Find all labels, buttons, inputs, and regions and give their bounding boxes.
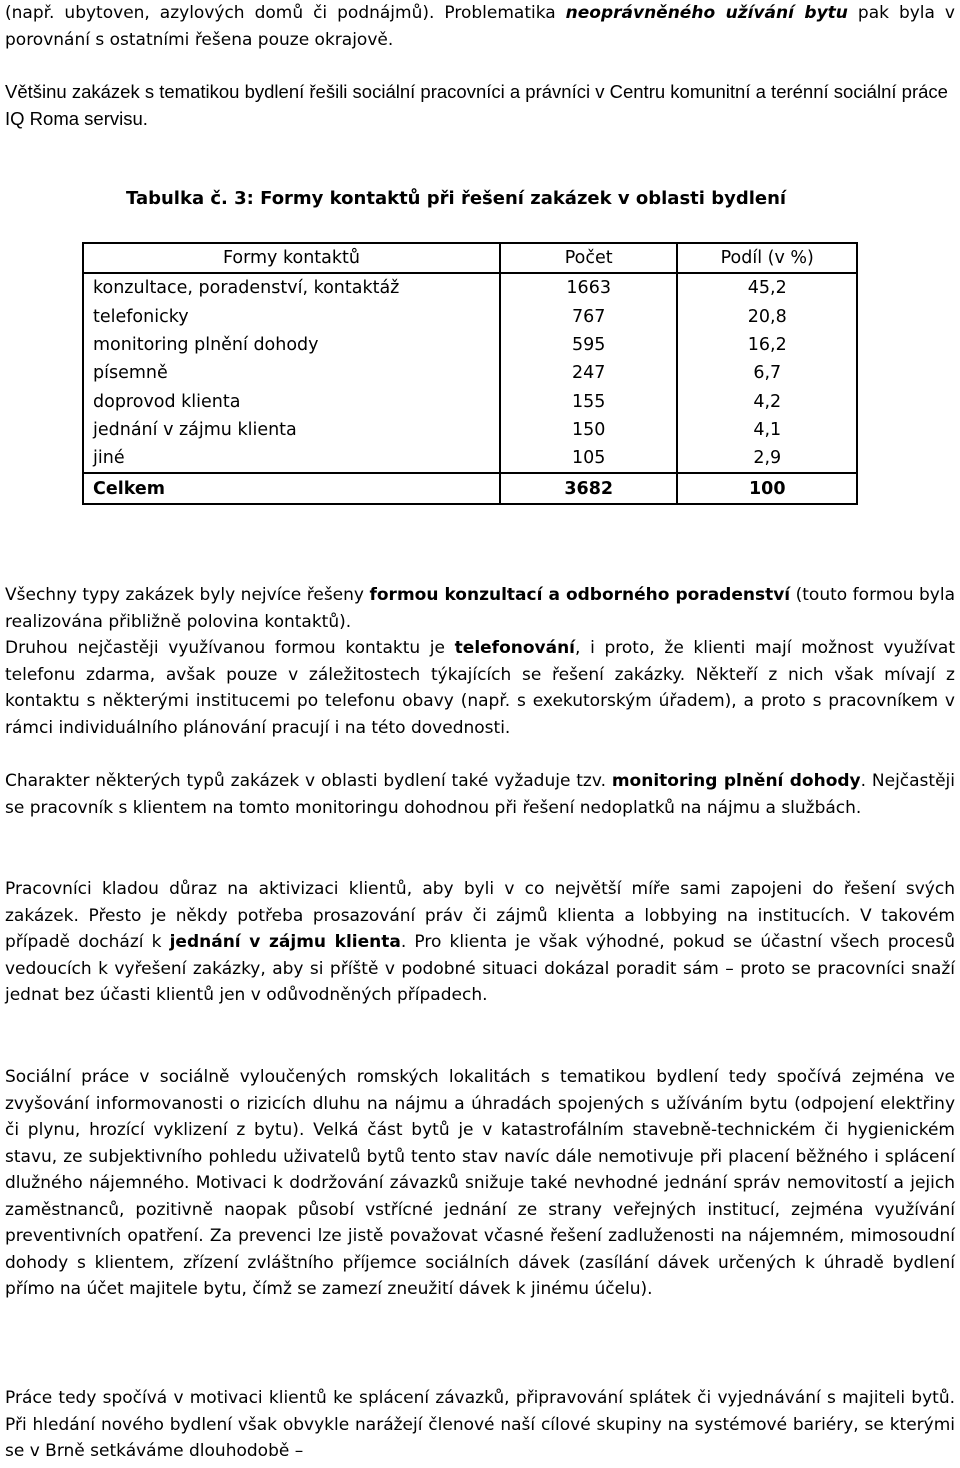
paragraph-consultations: Všechny typy zakázek byly nejvíce řešeny formou konzultací a odborného poradenství (touto formou byla realizována přibližně polovina kontaktů). <box>5 585 955 632</box>
table-row <box>83 303 857 331</box>
cell-share: 6,7 <box>677 359 857 387</box>
table-row <box>83 359 857 387</box>
table-row <box>83 387 857 415</box>
table-header-row <box>83 243 857 273</box>
cell-count: 767 <box>500 303 678 331</box>
paragraph-caseworkers: Většinu zakázek s tematikou bydlení řešili sociální pracovníci a právníci v Centru komunitní a terénní sociální práce IQ Roma servisu. <box>5 81 948 129</box>
cell-count: 105 <box>500 444 678 473</box>
cell-share: 4,1 <box>677 416 857 444</box>
cell-form: monitoring plnění dohody <box>83 331 500 359</box>
cell-count: 595 <box>500 331 678 359</box>
header-form: Formy kontaktů <box>83 243 500 273</box>
paragraph-monitoring: Charakter některých typů zakázek v oblasti bydlení také vyžaduje tzv. monitoring plnění dohody. Nejčastěji se pracovník s klientem na tomto monitoringu dohodnou při řešení nedoplatků na nájmu a službách. <box>5 771 955 818</box>
cell-share: 45,2 <box>677 273 857 302</box>
cell-count: 150 <box>500 416 678 444</box>
table-total-row <box>83 473 857 503</box>
cell-form: jednání v zájmu klienta <box>83 416 500 444</box>
cell-form: jiné <box>83 444 500 473</box>
paragraph-advocacy: Pracovníci kladou důraz na aktivizaci klientů, aby byli v co největší míře sami zapojeni do řešení svých zakázek. Přesto je někdy potřeba prosazování práv či zájmů klienta a lobbying na institucích. V takovém případě dochází k jednání v zájmu klienta. Pro klienta je však výhodné, pokud se účastní všech procesů vedoucích k vyřešení zakázky, aby si příště v podobné situaci dokázal poradit sám – proto se pracovníci snaží jednat bez účasti klientů jen v odůvodněných případech. <box>5 879 955 1005</box>
cell-form: doprovod klienta <box>83 387 500 415</box>
cell-share: 16,2 <box>677 331 857 359</box>
cell-share: 4,2 <box>677 387 857 415</box>
cell-form: konzultace, poradenství, kontaktáž <box>83 273 500 302</box>
cell-form: telefonicky <box>83 303 500 331</box>
contact-forms-table <box>82 242 858 505</box>
total-label: Celkem <box>83 473 500 503</box>
paragraph-motivation: Práce tedy spočívá v motivaci klientů ke splácení závazků, připravování splátek či vyjednávání s majiteli bytů. Při hledání nového bydlení však obvykle narážejí členové naší cílové skupiny na systémové bariéry, se kterými se v Brně setkáváme dlouhodobě – <box>5 1388 955 1461</box>
header-count: Počet <box>500 243 678 273</box>
total-share: 100 <box>677 473 857 503</box>
cell-share: 2,9 <box>677 444 857 473</box>
paragraph-social-work-summary: Sociální práce v sociálně vyloučených romských lokalitách s tematikou bydlení tedy spočívá zejména ve zvyšování informovanosti o rizicích dluhu na nájmu a úhradách spojených s užíváním bytu (odpojení elektřiny či plynu, hrozící vyklizení z bytu). Velká část bytů je v katastrofálním stavebně-technickém či hygienickém stavu, ze subjektivního pohledu uživatelů bytů tento stav navíc dále nemotivuje při placení běžného i splácení dlužného nájemného. Motivaci k dodržování závazků snižuje také nevhodné jednání správ nemovitostí a jejich zaměstnanců, pozitivně naopak působí vstřícné jednání ze strany veřejných institucí, zejména využívání preventivních opatření. Za prevenci lze jistě považovat včasné řešení zadluženosti na nájemném, mimosoudní dohody s klientem, zřízení zvláštního příjemce sociálních dávek (zasílání dávek určených k úhradě bydlení přímo na účet majitele bytu, čímž se zamezí zneužití dávek k jinému účelu). <box>5 1067 955 1299</box>
cell-count: 247 <box>500 359 678 387</box>
table-row <box>83 416 857 444</box>
header-share: Podíl (v %) <box>677 243 857 273</box>
cell-form: písemně <box>83 359 500 387</box>
paragraph-housing-forms: (např. ubytoven, azylových domů či podnájmů). Problematika neoprávněného užívání bytu pak byla v porovnání s ostatními řešena pouze okrajově. <box>5 3 955 50</box>
paragraph-telephone: Druhou nejčastěji využívanou formou kontaktu je telefonování, i proto, že klienti mají možnost využívat telefonu zdarma, avšak pouze v záležitostech týkajících se řešení zakázky. Někteří z nich však mívají z kontaktu s některými institucemi po telefonu obavy (např. s exekutorským úřadem), a proto s pracovníkem v rámci individuálního plánování pracují i na této dovednosti. <box>5 638 956 738</box>
table-row <box>83 273 857 302</box>
table-row <box>83 331 857 359</box>
cell-count: 1663 <box>500 273 678 302</box>
total-count: 3682 <box>500 473 678 503</box>
cell-count: 155 <box>500 387 678 415</box>
table-caption: Tabulka č. 3: Formy kontaktů při řešení zakázek v oblasti bydlení <box>126 188 787 209</box>
cell-share: 20,8 <box>677 303 857 331</box>
table-row <box>83 444 857 473</box>
